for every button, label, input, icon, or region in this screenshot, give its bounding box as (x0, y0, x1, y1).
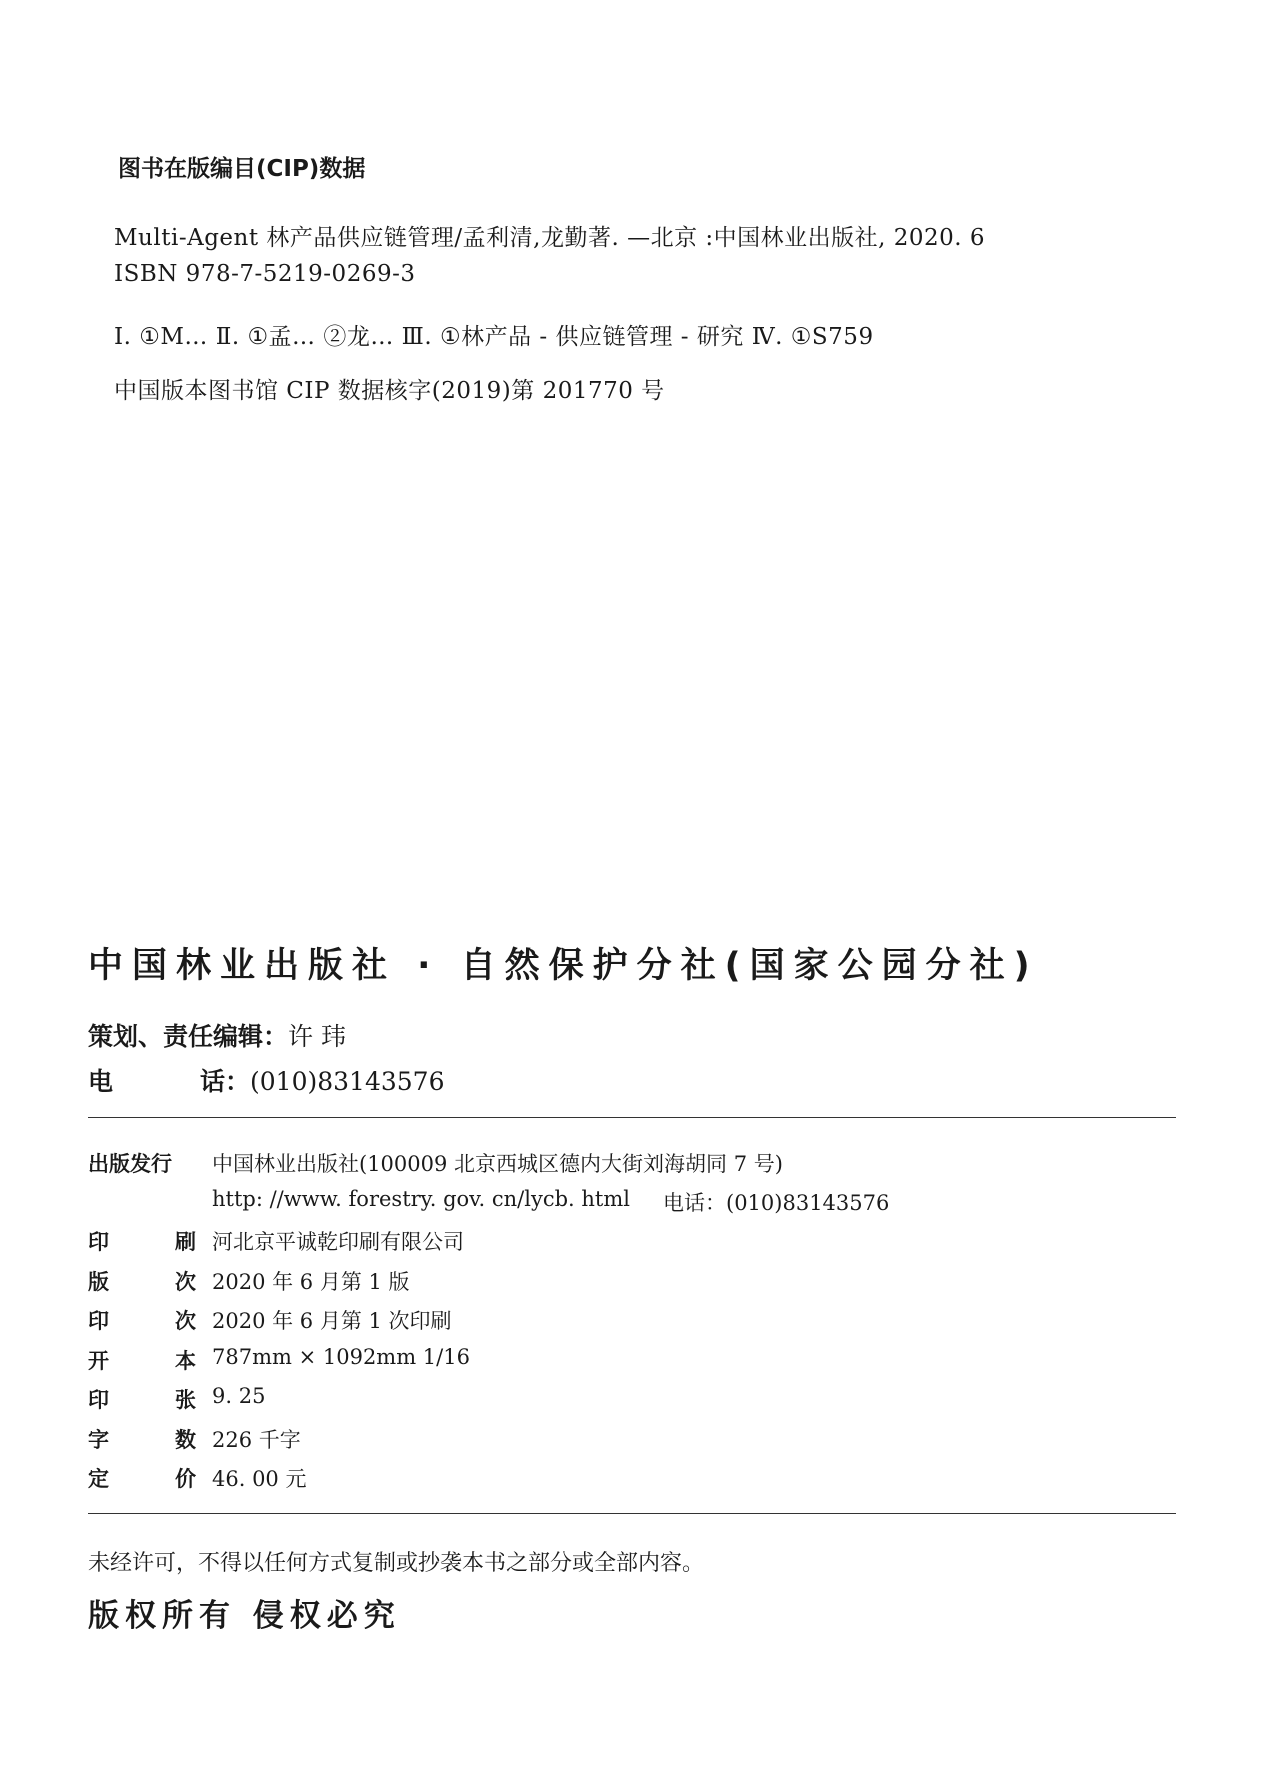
detail-label (88, 1345, 196, 1375)
phone-line (88, 1062, 445, 1098)
detail-label (88, 1384, 196, 1414)
detail-label-a: 字 (88, 1427, 109, 1452)
editor-label: 策划、责任编辑： (88, 1022, 289, 1051)
cip-classification-line: Ⅰ. ①M… Ⅱ. ①孟… ②龙… Ⅲ. ①林产品 - 供应链管理 - 研究 Ⅳ. ①S759 (114, 324, 874, 350)
website-text: http: //www. forestry. gov. cn/lycb. html (212, 1187, 630, 1211)
divider-bottom (88, 1513, 1176, 1514)
detail-label-a: 印 (88, 1230, 109, 1254)
detail-label-a: 定 (88, 1467, 109, 1491)
detail-value: 河北京平诚乾印刷有限公司 (212, 1230, 464, 1254)
detail-label-b: 刷 (175, 1230, 196, 1254)
editor-value: 许 玮 (288, 1022, 346, 1051)
distribution-label: 出版发行 (88, 1152, 172, 1176)
divider-top (88, 1117, 1176, 1118)
detail-label-b: 次 (175, 1269, 196, 1294)
detail-value: 226 千字 (212, 1427, 301, 1452)
detail-label (88, 1463, 196, 1493)
detail-value: 2020 年 6 月第 1 次印刷 (212, 1309, 452, 1333)
detail-label-b: 数 (175, 1427, 196, 1452)
detail-label-b: 本 (175, 1348, 196, 1373)
detail-label (88, 1424, 196, 1454)
detail-label (88, 1226, 196, 1256)
phone-label-a: 电 (88, 1067, 114, 1096)
detail-label (88, 1266, 196, 1296)
publisher-banner: 中国林业出版社 · 自然保护分社(国家公园分社) (88, 946, 1039, 986)
detail-label-a: 印 (88, 1309, 109, 1333)
detail-label (88, 1305, 196, 1335)
detail-value: 2020 年 6 月第 1 版 (212, 1269, 410, 1294)
detail-value: 787mm × 1092mm 1/16 (212, 1344, 470, 1369)
detail-label-a: 版 (88, 1269, 109, 1294)
copy-notice: 未经许可，不得以任何方式复制或抄袭本书之部分或全部内容。 (88, 1551, 705, 1576)
cip-isbn-line: ISBN 978-7-5219-0269-3 (114, 261, 416, 287)
phone2-text: 电话：(010)83143576 (663, 1191, 890, 1215)
detail-label-b: 价 (175, 1467, 196, 1491)
editor-line (88, 1017, 346, 1053)
detail-value: 46. 00 元 (212, 1467, 307, 1491)
detail-label-a: 开 (88, 1348, 109, 1373)
rights-statement: 版权所有 侵权必究 (88, 1598, 401, 1634)
phone-label-b: 话： (200, 1067, 251, 1096)
cip-title-line: Multi-Agent 林产品供应链管理/孟利清,龙勤著. —北京 :中国林业出版社, 2020. 6 (114, 225, 986, 251)
distribution-value: 中国林业出版社(100009 北京西城区德内大街刘海胡同 7 号) (212, 1152, 783, 1176)
detail-label-a: 印 (88, 1388, 109, 1412)
detail-label-b: 次 (175, 1309, 196, 1333)
cip-record-number-line: 中国版本图书馆 CIP 数据核字(2019)第 201770 号 (114, 378, 665, 404)
cip-heading: 图书在版编目(CIP)数据 (118, 156, 366, 182)
detail-value: 9. 25 (212, 1384, 266, 1408)
detail-label-b: 张 (175, 1388, 196, 1412)
phone-value: (010)83143576 (250, 1067, 445, 1096)
